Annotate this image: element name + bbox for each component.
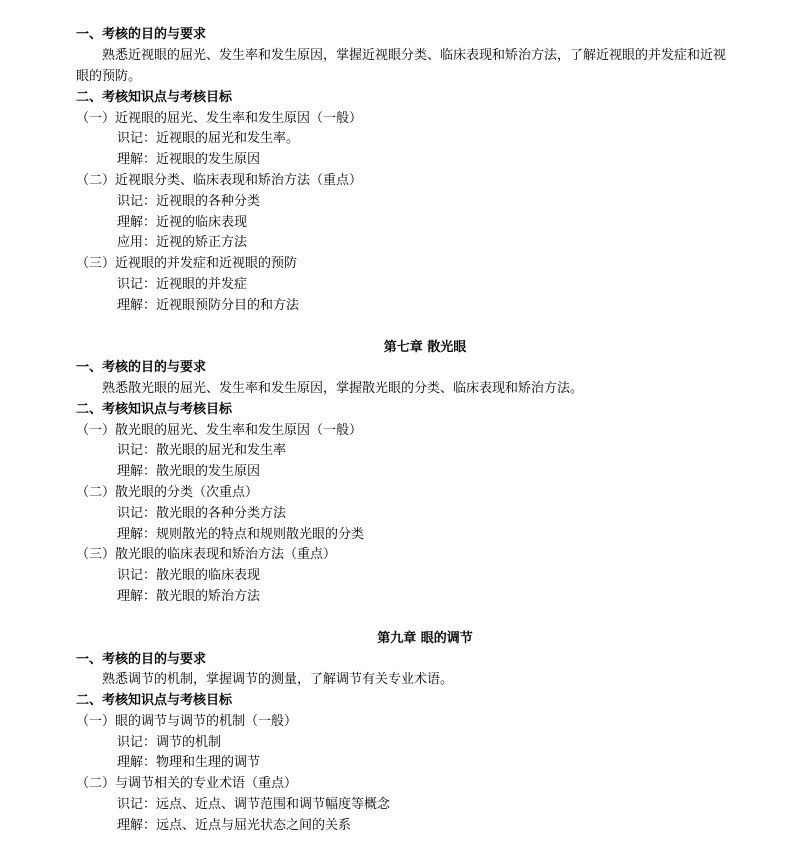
list-subitem: 识记：远点、近点、调节范围和调节幅度等概念 xyxy=(117,797,391,812)
section-heading: 一、考核的目的与要求 xyxy=(76,27,207,42)
list-subitem: 识记：调节的机制 xyxy=(117,735,222,750)
list-subitem: 理解：远点、近点与屈光状态之间的关系 xyxy=(117,818,352,833)
list-subitem: 识记：散光眼的各种分类方法 xyxy=(117,506,287,521)
list-item: （二）与调节相关的专业术语（重点） xyxy=(76,776,298,791)
section-heading: 一、考核的目的与要求 xyxy=(76,652,207,667)
section-heading: 二、考核知识点与考核目标 xyxy=(76,90,233,105)
list-subitem: 理解：散光眼的发生原因 xyxy=(117,464,261,479)
section-heading: 一、考核的目的与要求 xyxy=(76,360,207,375)
list-item: （二）近视眼分类、临床表现和矫治方法（重点） xyxy=(76,173,363,188)
list-subitem: 理解：近视眼的发生原因 xyxy=(117,152,261,167)
list-item: （一）近视眼的屈光、发生率和发生原因（一般） xyxy=(76,111,363,126)
list-subitem: 识记：散光眼的屈光和发生率 xyxy=(117,443,287,458)
list-subitem: 理解：规则散光的特点和规则散光眼的分类 xyxy=(117,527,365,542)
paragraph: 熟悉散光眼的屈光、发生率和发生原因，掌握散光眼的分类、临床表现和矫治方法。 xyxy=(102,381,584,396)
list-subitem: 理解：散光眼的矫治方法 xyxy=(117,589,261,604)
paragraph: 熟悉近视眼的屈光、发生率和发生原因，掌握近视眼分类、临床表现和矫治方法，了解近视眼的并发症和近视 xyxy=(102,48,727,63)
list-subitem: 理解：近视眼预防分目的和方法 xyxy=(117,298,300,313)
list-subitem: 识记：散光眼的临床表现 xyxy=(117,568,261,583)
list-item: （三）散光眼的临床表现和矫治方法（重点） xyxy=(76,547,337,562)
paragraph: 眼的预防。 xyxy=(76,69,142,84)
list-subitem: 识记：近视眼的各种分类 xyxy=(117,194,261,209)
section-heading: 二、考核知识点与考核目标 xyxy=(76,693,233,708)
list-subitem: 识记：近视眼的并发症 xyxy=(117,277,248,292)
list-item: （二）散光眼的分类（次重点） xyxy=(76,485,259,500)
list-subitem: 识记：近视眼的屈光和发生率。 xyxy=(117,131,300,146)
list-item: （三）近视眼的并发症和近视眼的预防 xyxy=(76,256,298,271)
list-item: （一）散光眼的屈光、发生率和发生原因（一般） xyxy=(76,423,363,438)
paragraph: 熟悉调节的机制，掌握调节的测量，了解调节有关专业术语。 xyxy=(102,672,454,687)
chapter-title: 第九章 眼的调节 xyxy=(377,631,473,646)
list-subitem: 理解：物理和生理的调节 xyxy=(117,755,261,770)
list-subitem: 理解：近视的临床表现 xyxy=(117,215,248,230)
chapter-title: 第七章 散光眼 xyxy=(383,340,467,355)
list-subitem: 应用：近视的矫正方法 xyxy=(117,235,248,250)
section-heading: 二、考核知识点与考核目标 xyxy=(76,402,233,417)
list-item: （一）眼的调节与调节的机制（一般） xyxy=(76,714,298,729)
